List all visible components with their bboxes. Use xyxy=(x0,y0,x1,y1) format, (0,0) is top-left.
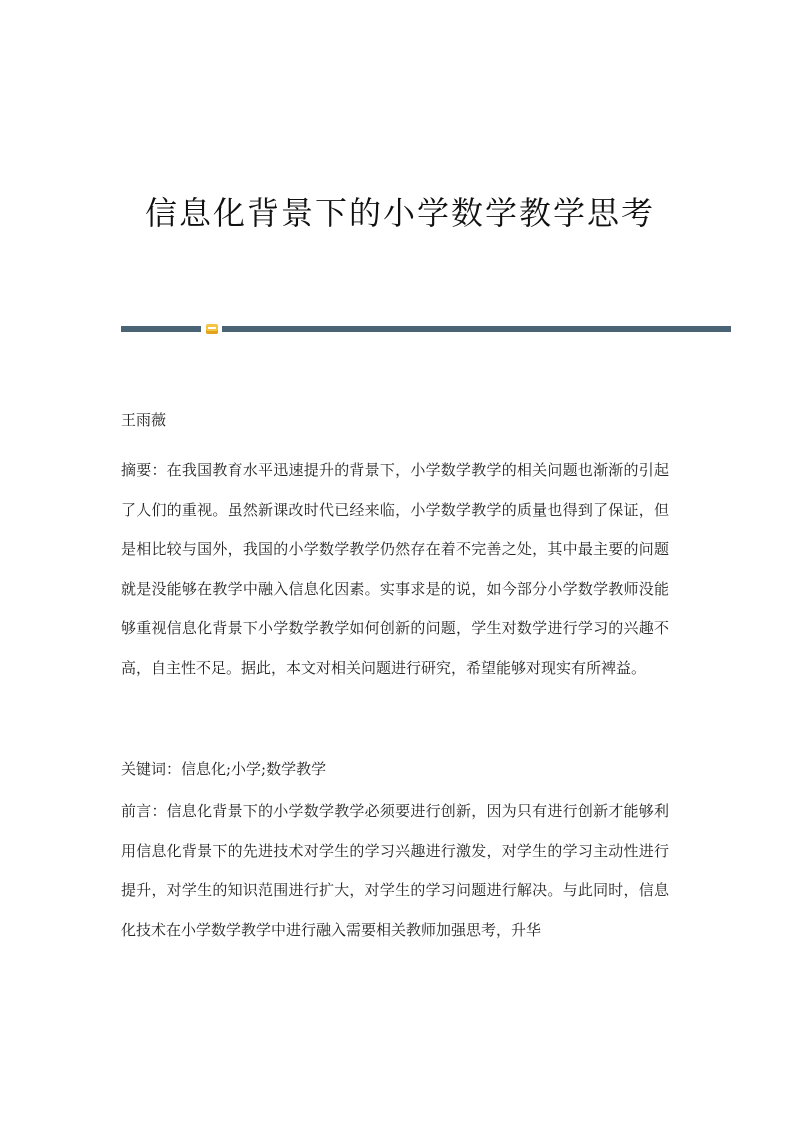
keywords-line: 关键词：信息化;小学;数学教学 xyxy=(121,760,327,778)
divider-bar-left xyxy=(121,326,201,332)
preface-paragraph: 前言：信息化背景下的小学数学教学必须要进行创新，因为只有进行创新才能够利用信息化背景下的先进技术对学生的学习兴趣进行激发，对学生的学习主动性进行提升，对学生的知识范围进行扩大，对学生的学习问题进行解决。与此同时，信息化技术在小学数学教学中进行融入需要相关教师加强思考，升华 xyxy=(121,802,669,939)
divider-bar-right xyxy=(222,326,731,332)
abstract-paragraph: 摘要：在我国教育水平迅速提升的背景下，小学数学教学的相关问题也渐渐的引起了人们的重视。虽然新课改时代已经来临，小学数学教学的质量也得到了保证，但是相比较与国外，我国的小学数学教学仍然存在着不完善之处，其中最主要的问题就是没能够在教学中融入信息化因素。实事求是的说，如今部分小学数学教师没能够重视信息化背景下小学数学教学如何创新的问题，学生对数学进行学习的兴趣不高，自主性不足。据此，本文对相关问题进行研究，希望能够对现实有所裨益。 xyxy=(121,461,669,677)
title-divider xyxy=(121,324,731,334)
document-title: 信息化背景下的小学数学教学思考 xyxy=(144,194,655,232)
pencil-ornament-icon xyxy=(206,324,218,334)
author-name: 王雨薇 xyxy=(121,411,167,429)
